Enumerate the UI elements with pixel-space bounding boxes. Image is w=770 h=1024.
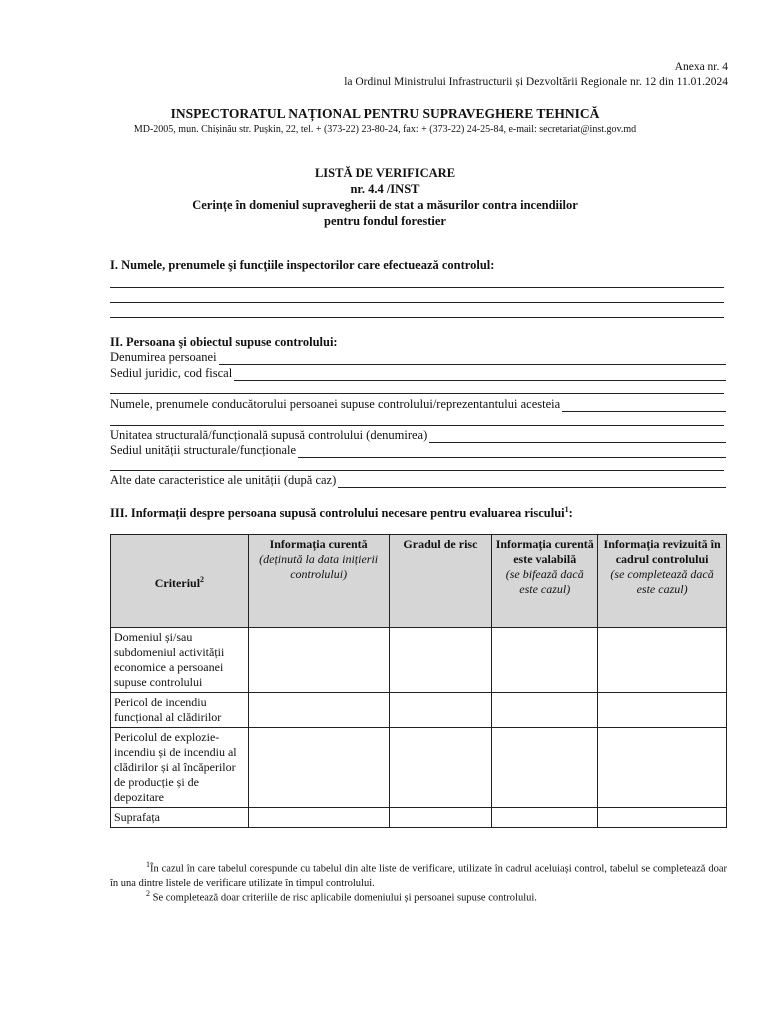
table-row: [111, 728, 727, 808]
checklist-subtitle-2: pentru fondul forestier: [324, 214, 446, 228]
risk-table: [110, 534, 727, 828]
checklist-number: nr. 4.4 /INST: [350, 182, 420, 196]
field-label: Numele, prenumele conducătorului persoanei supuse controlului/reprezentantului acesteia: [110, 397, 561, 411]
field-label: Denumirea persoanei: [110, 350, 217, 364]
current-info-cell[interactable]: [248, 628, 389, 693]
annex-number: Anexa nr. 4: [674, 61, 728, 73]
footnote-ref: 2: [200, 574, 205, 584]
footnote-ref: 1: [564, 505, 569, 514]
current-info-cell[interactable]: [248, 693, 389, 728]
field-structural-unit[interactable]: [110, 428, 726, 443]
annex-reference: [344, 60, 728, 90]
blank-line[interactable]: [110, 425, 724, 426]
footnote-1: [110, 858, 727, 891]
fill-line[interactable]: [219, 353, 726, 365]
header-risk-degree: [389, 535, 492, 628]
footnote-2: [110, 887, 727, 906]
field-label: Alte date caracteristice ale unității (după caz): [110, 473, 337, 487]
blank-line[interactable]: [110, 470, 724, 471]
table-row: [111, 693, 727, 728]
field-unit-seat[interactable]: [110, 443, 726, 458]
checklist-title: LISTĂ DE VERIFICARE: [314, 166, 456, 180]
fill-line[interactable]: [338, 476, 726, 488]
header-label: Informația revizuită în cadrul controlului: [603, 537, 721, 566]
footnote-text: În cazul în care tabelul corespunde cu tabelul din alte liste de verificare, utilizate în cadrul aceluiași control, tabelul se completează doar în una dintre listele de verificare utilizate în timpul controlului.: [110, 863, 727, 889]
header-current-info: [248, 535, 389, 628]
checklist-subtitle-1: Cerințe în domeniul supravegherii de stat a măsurilor contra incendiilor: [192, 198, 578, 212]
table-row: [111, 808, 727, 828]
section-3-text: III. Informații despre persoana supusă controlului necesare pentru evaluarea riscului: [110, 506, 565, 521]
section-3-title: [110, 505, 573, 521]
header-revised-info: [598, 535, 727, 628]
current-info-cell[interactable]: [248, 728, 389, 808]
header-label: Criteriul: [154, 575, 201, 590]
field-label: Sediul unității structurale/funcționale: [110, 443, 297, 457]
annex-order: la Ordinul Ministrului Infrastructurii și Dezvoltării Regionale nr. 12 din 11.01.2024: [344, 76, 728, 88]
field-legal-seat[interactable]: [110, 366, 726, 381]
header-note: (se bifează dacă este cazul): [505, 567, 584, 596]
risk-degree-cell[interactable]: [389, 728, 492, 808]
valid-checkbox-cell[interactable]: [492, 728, 598, 808]
header-label: Informația curentă este valabilă: [495, 537, 594, 566]
valid-checkbox-cell[interactable]: [492, 628, 598, 693]
header-info-valid: [492, 535, 598, 628]
fill-line[interactable]: [562, 400, 726, 412]
field-person-name[interactable]: [110, 350, 726, 365]
revised-info-cell[interactable]: [598, 693, 727, 728]
inspector-line-2[interactable]: [110, 302, 724, 303]
section-1-title: I. Numele, prenumele şi funcţiile inspectorilor care efectuează controlul:: [110, 258, 495, 272]
table-row: [111, 628, 727, 693]
checklist-heading: [0, 165, 770, 229]
inspector-line-3[interactable]: [110, 317, 724, 318]
field-label: Unitatea structurală/funcțională supusă controlului (denumirea): [110, 428, 428, 442]
footnote-text: Se completează doar criteriile de risc aplicabile domeniului și persoanei supuse controlului.: [152, 892, 537, 904]
footnote-mark: 2: [146, 889, 150, 898]
field-manager-name[interactable]: [110, 397, 726, 412]
valid-checkbox-cell[interactable]: [492, 693, 598, 728]
fill-line[interactable]: [429, 431, 726, 443]
header-label: Informația curentă: [269, 537, 368, 551]
risk-degree-cell[interactable]: [389, 693, 492, 728]
institution-address: MD-2005, mun. Chișinău str. Pușkin, 22, tel. + (373-22) 23-80-24, fax: + (373-22) 24-25-84, e-mail: secretariat@inst.gov.md: [133, 124, 637, 135]
footnote-mark: 1: [146, 860, 150, 869]
header-criterion: [111, 535, 249, 628]
criterion-cell: Pericol de incendiu funcțional al clădirilor: [111, 693, 249, 728]
risk-degree-cell[interactable]: [389, 808, 492, 828]
header-note: (se completează dacă este cazul): [610, 567, 714, 596]
header-note: (deținută la data inițierii controlului): [259, 552, 379, 581]
current-info-cell[interactable]: [248, 808, 389, 828]
criterion-cell: Domeniul și/sau subdomeniul activității economice a persoanei supuse controlului: [111, 628, 249, 693]
field-label: Sediul juridic, cod fiscal: [110, 366, 233, 380]
criterion-cell: Suprafața: [111, 808, 249, 828]
section-2-title: II. Persoana şi obiectul supuse controlului:: [110, 335, 338, 349]
risk-degree-cell[interactable]: [389, 628, 492, 693]
field-other-data[interactable]: [110, 473, 726, 488]
fill-line[interactable]: [298, 446, 726, 458]
blank-line[interactable]: [110, 393, 724, 394]
revised-info-cell[interactable]: [598, 808, 727, 828]
revised-info-cell[interactable]: [598, 628, 727, 693]
institution-name: INSPECTORATUL NAȚIONAL PENTRU SUPRAVEGHERE TEHNICĂ: [170, 106, 600, 121]
revised-info-cell[interactable]: [598, 728, 727, 808]
section-3-colon: :: [568, 506, 573, 521]
criterion-cell: Pericolul de explozie-incendiu și de incendiu al clădirilor și al încăperilor de producție și de depozitare: [111, 728, 249, 808]
header-label: Gradul de risc: [403, 537, 478, 551]
table-header-row: [111, 535, 727, 628]
fill-line[interactable]: [234, 369, 726, 381]
inspector-line-1[interactable]: [110, 287, 724, 288]
valid-checkbox-cell[interactable]: [492, 808, 598, 828]
